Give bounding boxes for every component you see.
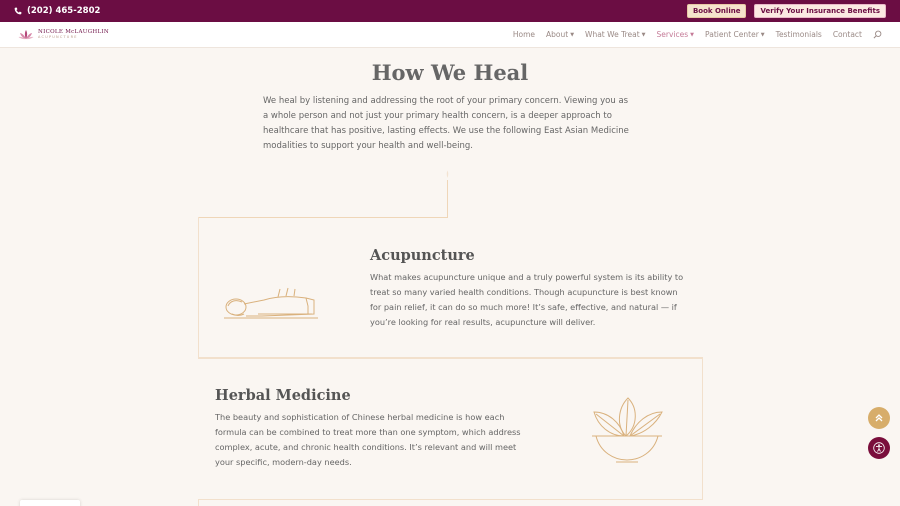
phone-number: (202) 465-2802 — [27, 6, 101, 16]
lotus-divider-icon — [443, 170, 452, 179]
herbal-medicine-heading: Herbal Medicine — [215, 387, 351, 404]
search-icon[interactable] — [873, 30, 882, 39]
next-card — [198, 499, 703, 506]
logo[interactable] — [18, 29, 109, 41]
herbal-medicine-description: The beauty and sophistication of Chinese herbal medicine is how each formula can be combined to treat more than one symptom, which address complex, acute, and chronic health conditions. It’s relevant and will meet your specific, modern-day needs. — [215, 412, 521, 467]
herbal-bowl-illustration-icon — [588, 396, 666, 464]
nav-item-testimonials[interactable]: Testimonials — [775, 30, 822, 39]
scroll-to-top-button[interactable] — [868, 407, 890, 429]
double-chevron-up-icon — [873, 412, 885, 424]
nav-item-home[interactable]: Home — [512, 30, 535, 39]
logo-subtitle: ACUPUNCTURE — [38, 35, 78, 39]
nav-item-about[interactable]: About ▼ — [546, 30, 575, 39]
accessibility-button[interactable] — [868, 437, 890, 459]
page-title: How We Heal — [371, 60, 529, 85]
chevron-down-icon: ▼ — [690, 31, 695, 38]
chevron-down-icon: ▼ — [760, 31, 765, 38]
accessibility-icon — [873, 442, 885, 454]
nav-item-patient-center[interactable]: Patient Center ▼ — [705, 30, 765, 39]
logo-name: NICOLE McLAUGHLIN — [38, 28, 110, 35]
acupuncture-heading: Acupuncture — [370, 247, 475, 264]
chevron-down-icon: ▼ — [570, 31, 575, 38]
acupuncture-description: What makes acupuncture unique and a truly powerful system is its ability to treat so many varied health conditions. Though acupuncture is best known for pain relief, it can do so much more! It’s safe, effective, and natural — if you’re looking for real results, acupuncture will deliver. — [370, 272, 684, 327]
acupuncture-illustration-icon — [222, 284, 322, 324]
nav-item-what-we-treat[interactable]: What We Treat ▼ — [585, 30, 646, 39]
nav-item-contact[interactable]: Contact — [832, 30, 862, 39]
phone-link[interactable] — [14, 6, 100, 16]
lotus-logo-icon — [18, 29, 34, 41]
nav-item-services[interactable]: Services ▼ — [656, 30, 695, 39]
top-bar — [0, 0, 900, 22]
main-nav — [0, 22, 900, 48]
phone-icon — [14, 7, 22, 15]
intro-paragraph: We heal by listening and addressing the root of your primary concern. Viewing you as a whole person and not just your primary health concern, is a deeper approach to healthcare that has positive, lasting effects. We use the following East Asian Medicine modalities to support your health and well-being. — [263, 96, 629, 151]
nav-menu — [513, 30, 882, 39]
bottom-widget-tab[interactable] — [20, 500, 80, 506]
chevron-down-icon: ▼ — [641, 31, 646, 38]
verify-insurance-button[interactable]: Verify Your Insurance Benefits — [754, 4, 886, 18]
connector-line — [447, 180, 448, 218]
book-online-button[interactable]: Book Online — [687, 4, 747, 18]
